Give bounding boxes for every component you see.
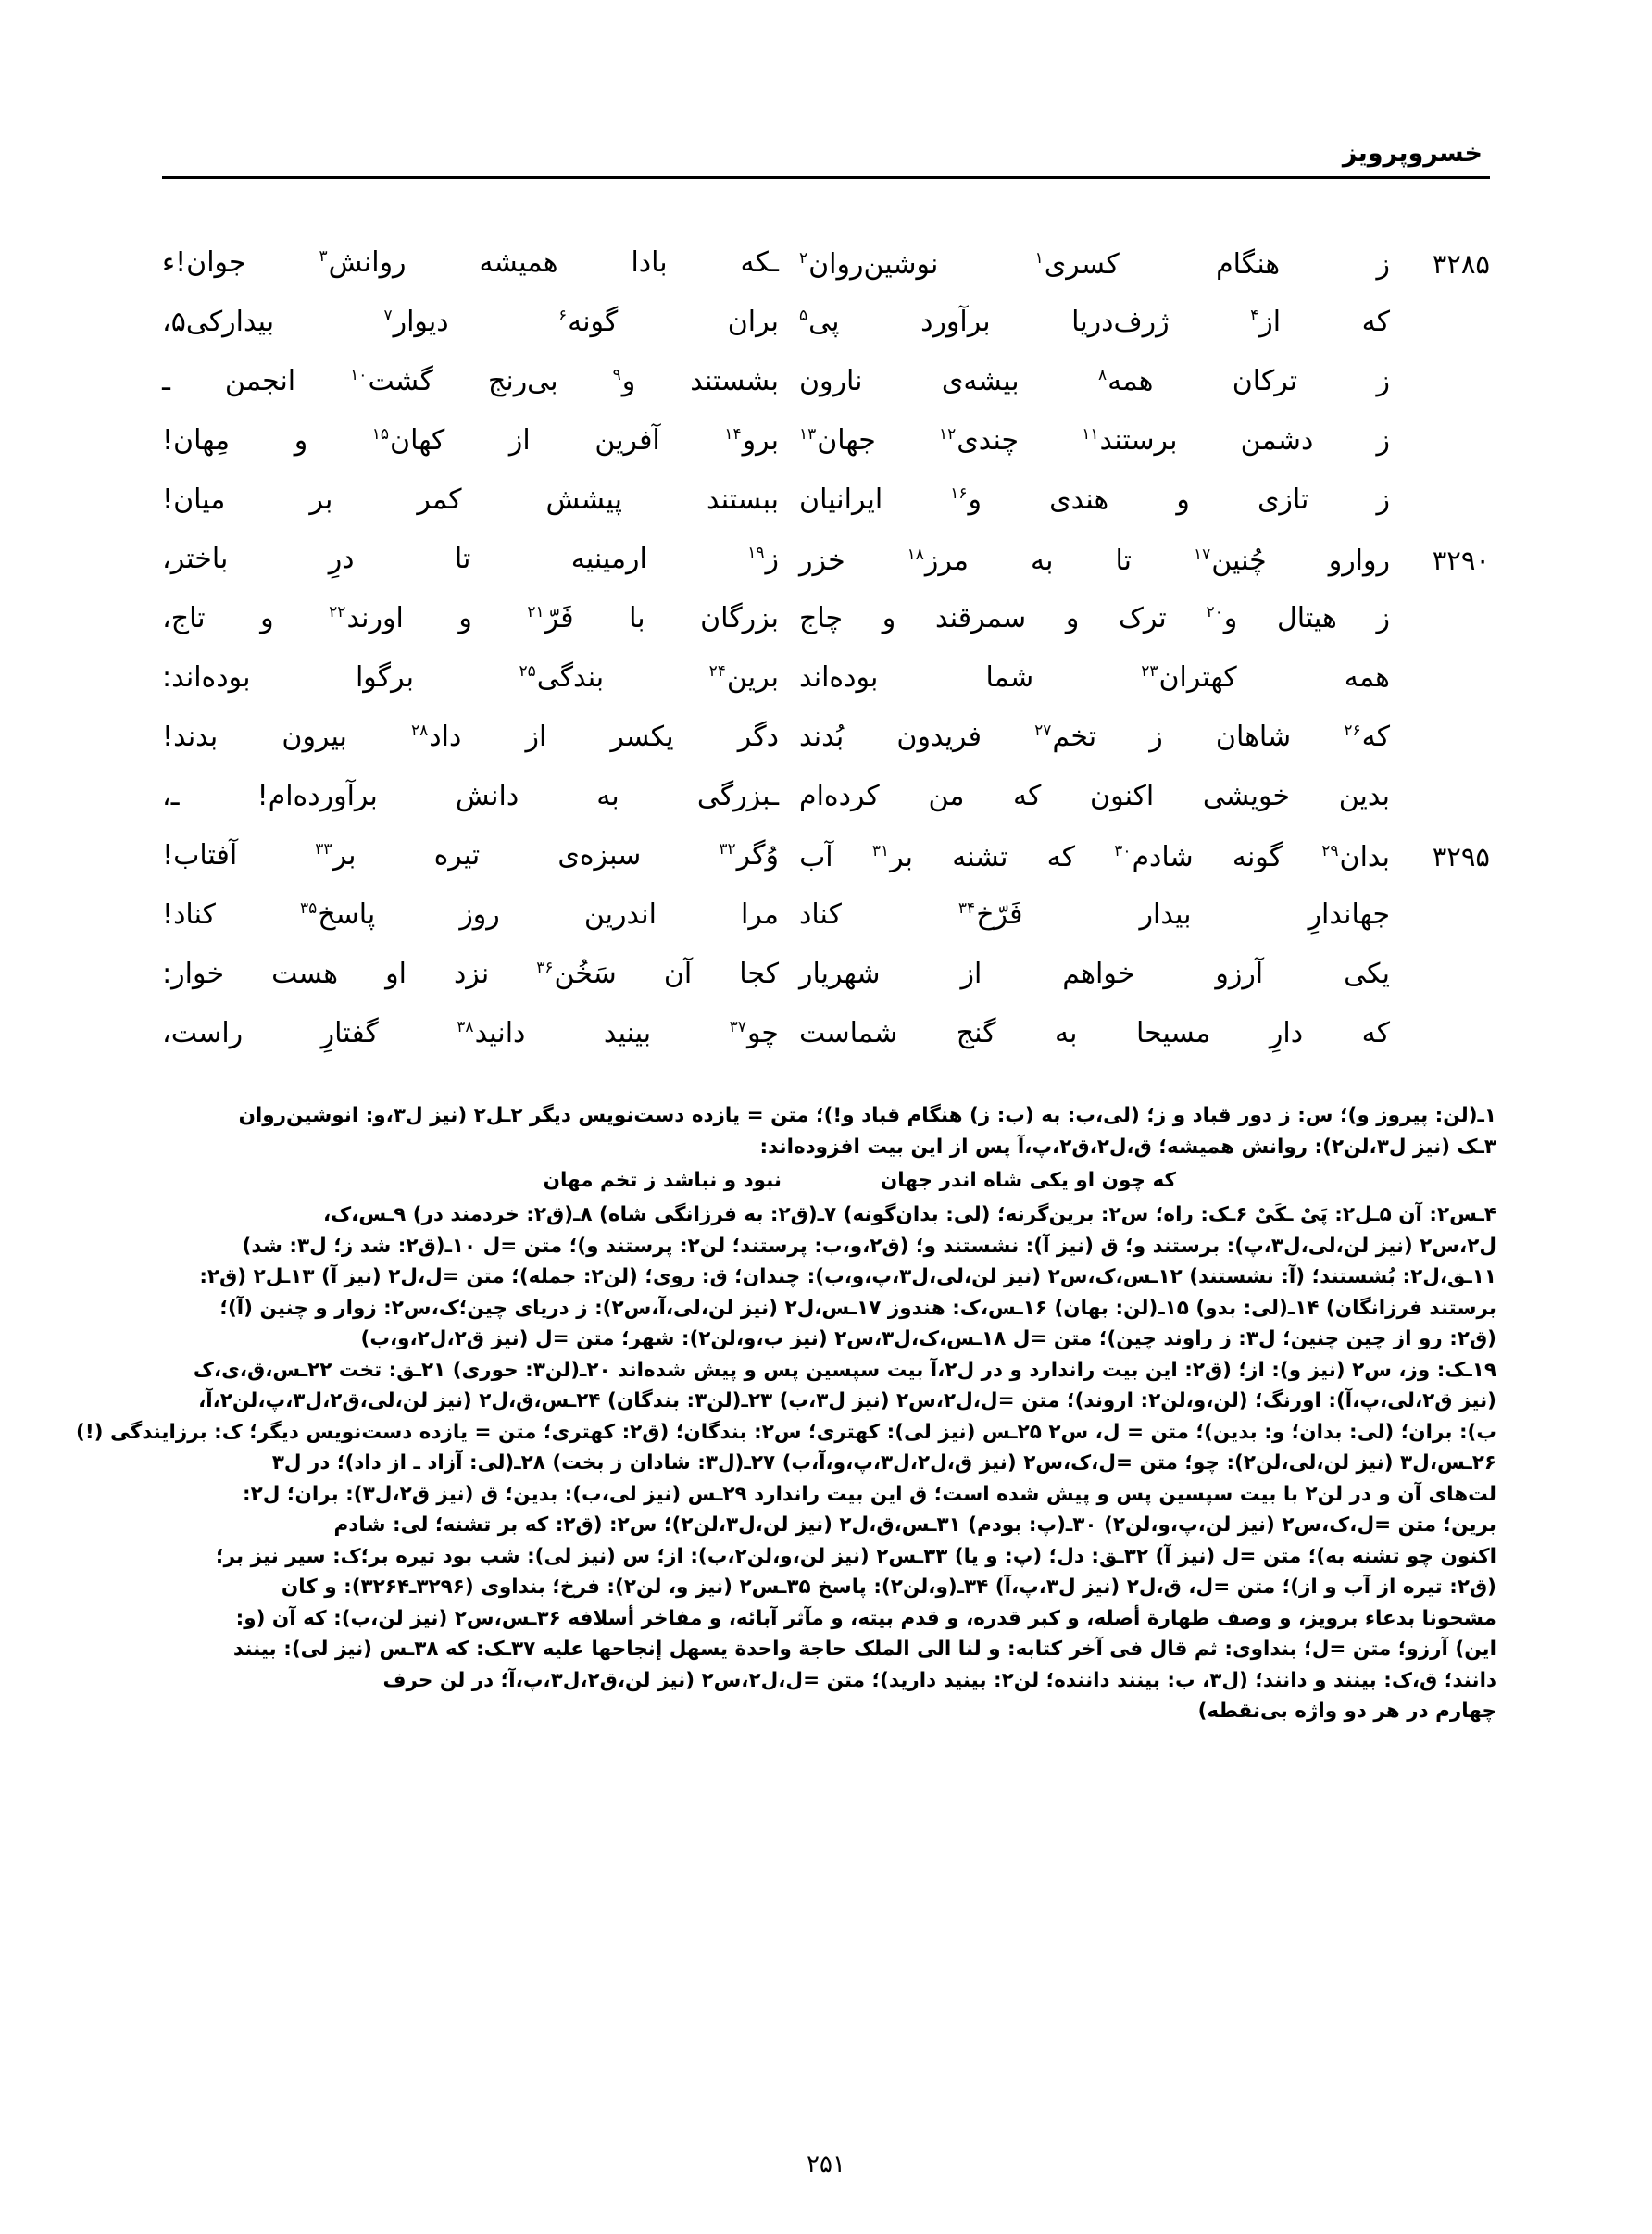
verse-word: همه$^۸$ xyxy=(1098,365,1154,397)
verse-word: مرا xyxy=(741,898,779,931)
hemistich-second-text xyxy=(162,426,786,456)
hemistich-first xyxy=(786,960,1490,1019)
apparatus-inset-verse xyxy=(156,1162,1496,1199)
verse-line xyxy=(162,960,1490,1019)
apparatus-line: ۱ـ(لن: پیروز و)؛ س: ز دور قباد و ز؛ (لی،ب: به (ب: ز) هنگام قباد و!)؛ متن = یازده دست‌نویس دیگر ۲ـل۲ (نیز ل۳،و: انوشین‌روان xyxy=(238,1104,1496,1127)
footnote-marker: ۲۲ xyxy=(329,603,346,621)
verse-word: خواهم xyxy=(1062,958,1135,990)
verse-word: به xyxy=(596,780,620,812)
verse-word: کرده‌ام xyxy=(799,780,880,812)
verse-word: تا xyxy=(454,543,471,575)
hemistich-second-text xyxy=(162,248,786,278)
verse-word: بزرگان xyxy=(700,602,779,634)
verse-line xyxy=(162,1019,1490,1078)
verse-word: برآورد xyxy=(920,306,991,338)
verse-word: جوان!ء xyxy=(162,246,246,279)
verse-word: یکی xyxy=(1344,958,1390,990)
verse-word: کهتران$^{۲۳}$ xyxy=(1141,661,1237,694)
footnote-marker: ۲۴ xyxy=(708,662,726,681)
hemistich-second-text xyxy=(162,960,786,989)
footnote-marker: ۸ xyxy=(1098,366,1108,384)
footnote-marker: ۶ xyxy=(557,307,568,325)
verse-word: به xyxy=(1031,545,1054,577)
verse-line xyxy=(162,307,1490,367)
footnote-marker: ۳۷ xyxy=(729,1018,746,1036)
inset-hemistich-first: که چون او یکی شاه اندر جهان xyxy=(880,1169,1176,1193)
verse-word: ژرف‌دریا xyxy=(1071,306,1170,338)
verse-word: که xyxy=(1361,306,1390,338)
hemistich-second xyxy=(162,604,786,663)
verse-word: بی‌رنج xyxy=(487,365,558,397)
verse-word: گونه$^۶$ xyxy=(557,306,619,338)
verse-word: مرز$^{۱۸}$ xyxy=(907,545,969,577)
footnote-marker: ۱۲ xyxy=(938,425,957,444)
hemistich-first xyxy=(786,900,1490,960)
verse-word: و xyxy=(882,602,896,634)
verse-word: بیشه‌ی xyxy=(941,365,1020,397)
verse-word: بران xyxy=(727,306,779,338)
verse-word: پیشش xyxy=(545,483,622,516)
verse-word: ز xyxy=(1376,602,1390,634)
verse-word: از$^۴$ xyxy=(1250,306,1282,338)
apparatus-line: ۳ـک (نیز ل۳،لن۲): روانش همیشه؛ ق،ل۲،ق۲،پ،آ پس از این بیت افزوده‌اند: xyxy=(759,1135,1496,1159)
verse-word: بادا xyxy=(631,246,668,279)
footnote-marker: ۱۸ xyxy=(907,546,924,564)
footnote-marker: ۲ xyxy=(799,249,808,268)
footnote-marker: ۲۱ xyxy=(527,603,544,621)
verse-word: ارمینیه xyxy=(570,543,647,575)
verse-word: هیتال xyxy=(1276,602,1337,634)
footnote-marker: ۱۴ xyxy=(724,425,742,444)
verse-word: ز xyxy=(1376,483,1390,516)
apparatus-line: مشحونا بدعاء برویز، و وصف طهارة أصله، و کبر قدره، و قدم بیته، و مآثر آبائه، و مفاخر أسلافه ۳۶ـس،س۲ (نیز لن،ب): که آن (و: xyxy=(235,1606,1496,1630)
verse-word: برستند$^{۱۱}$ xyxy=(1082,424,1178,457)
verse-word: و xyxy=(260,602,274,634)
verse-line xyxy=(162,545,1490,604)
verse-word: تشنه xyxy=(952,841,1008,873)
hemistich-second xyxy=(162,485,786,545)
verse-word: همیشه xyxy=(479,246,558,279)
verse-word: و$^{۱۶}$ xyxy=(950,483,982,516)
verse-line xyxy=(162,722,1490,782)
verse-word: کمر xyxy=(417,483,462,516)
inset-hemistich-second: نبود و نباشد ز تخم مهان xyxy=(543,1169,782,1193)
hemistich-second xyxy=(162,1019,786,1078)
apparatus-line: لت‌های آن و در لن۲ با بیت سپسین پس و پیش شده است؛ ق این بیت راندارد ۲۹ـس (نیز لی،ب): بدین؛ ق (نیز ق۲،ل۳): بران؛ ل۲: xyxy=(243,1482,1496,1506)
verse-word: کجا xyxy=(739,958,779,990)
hemistich-second-text xyxy=(162,604,786,634)
verse-word: درِ xyxy=(328,543,355,575)
verse-word: بدین xyxy=(1338,780,1390,812)
verse-number: ۳۲۹۰ xyxy=(1432,545,1490,576)
hemistich-second xyxy=(162,367,786,426)
hemistich-first xyxy=(786,663,1490,722)
hemistich-first-text xyxy=(786,1019,1390,1048)
footnote-marker: ۱۱ xyxy=(1082,425,1099,444)
verse-word: ز xyxy=(1376,424,1390,457)
hemistich-first-text xyxy=(786,250,1390,280)
running-head-title: خسروپرویز xyxy=(1342,139,1483,168)
verse-word: ز xyxy=(1149,721,1163,753)
verse-word: دارِ xyxy=(1269,1017,1304,1049)
hemistich-second xyxy=(162,248,786,307)
footnote-marker: ۲۵ xyxy=(519,662,536,681)
verse-word: ببستند xyxy=(706,483,779,516)
apparatus-line: ب): بران؛ (لی: بدان؛ و: بدین)؛ متن = ل، س۲ ۲۵ـس (نیز لی): کهتری؛ س۲: بندگان؛ (ق۲: کهتری؛ متن = یازده دست‌نویس دیگر؛ ک: برزایندگی (!) xyxy=(76,1420,1496,1444)
apparatus-line: اکنون چو تشنه به)؛ متن =ل (نیز آ) ۳۲ـق: دل؛ (پ: و یا) ۳۳ـس۲ (نیز لن،و،لن۲،ب): از؛ س (نیز لی): شب بود تیره بر؛ک: سیر نیز بر؛ xyxy=(216,1544,1496,1568)
verse-word: کناد! xyxy=(162,898,216,931)
footnote-marker: ۱ xyxy=(1034,249,1044,268)
verse-line xyxy=(162,663,1490,722)
footnote-marker: ۱۳ xyxy=(798,425,817,444)
hemistich-first xyxy=(786,604,1490,663)
footnote-marker: ۱۰ xyxy=(350,366,368,384)
verse-word: وُگر$^{۳۲}$ xyxy=(719,839,779,872)
verse-word: هست xyxy=(271,958,339,990)
verse-word: بیرون xyxy=(282,721,347,753)
hemistich-second-text xyxy=(162,1019,786,1048)
verse-word: شادم$^{۳۰}$ xyxy=(1114,841,1194,873)
apparatus-line: ۱۱ـق،ل۲: بُشستند؛ (آ: نشستند) ۱۲ـس،ک،س۲ (نیز لن،لی،ل۳،پ،و،ب): چندان؛ ق: روی؛ (لن۲: جمله)؛ متن =ل،ل۲ (نیز آ) ۱۳ـل۲ (ق۲: xyxy=(199,1265,1496,1288)
verse-word: تاج، xyxy=(162,602,206,634)
verse-word: بینید xyxy=(603,1017,652,1049)
verse-word: گنج xyxy=(956,1017,996,1049)
hemistich-second xyxy=(162,307,786,367)
verse-word: اکنون xyxy=(1090,780,1155,812)
verse-word: از xyxy=(525,721,547,753)
hemistich-first xyxy=(786,841,1490,900)
verse-word: فَرّخ$^{۳۴}$ xyxy=(957,898,1023,931)
verse-number: ۳۲۹۵ xyxy=(1432,841,1490,872)
apparatus-line: (ق۲: تیره از آب و از)؛ متن =ل، ق،ل۲ (نیز ل۳،پ،آ) ۳۴ـ(و،لن۲): پاسخ ۳۵ـس۲ (نیز و، لن۲): فرخ؛ بنداوی (۳۲۹۶ـ۳۲۶۴): و کان xyxy=(281,1575,1496,1599)
verse-word: بدند! xyxy=(162,721,219,753)
hemistich-first-text xyxy=(786,843,1390,872)
verse-word: تیره xyxy=(433,839,481,872)
footnote-marker: ۱۶ xyxy=(950,484,968,503)
verse-word: جهان$^{۱۳}$ xyxy=(798,424,876,457)
hemistich-first-text xyxy=(786,960,1390,989)
verse-word: برآورده‌ام! xyxy=(257,780,378,812)
verse-line xyxy=(162,604,1490,663)
verse-word: تازی xyxy=(1257,483,1309,516)
hemistich-first-text xyxy=(786,546,1390,576)
verse-word: دانش xyxy=(455,780,519,812)
verse-word: خویشی xyxy=(1202,780,1291,812)
apparatus-line: ۲۶ـس،ل۳ (نیز لن،لی،لن۲): چو؛ متن =ل،ک،س۲ (نیز ق،ل۲،ل۳،پ،و،آ،ب) ۲۷ـ(ل۳: شادان ز بخت) ۲۸ـ(لی: آزاد ـ از داد)؛ در ل۳ xyxy=(271,1451,1496,1475)
hemistich-first-text xyxy=(786,900,1390,930)
footnote-marker: ۹ xyxy=(612,366,621,384)
footnote-marker: ۳۱ xyxy=(871,842,890,860)
verse-word: بر$^{۳۳}$ xyxy=(315,839,357,872)
verse-word: داد$^{۲۸}$ xyxy=(411,721,462,753)
verse-word: آن xyxy=(663,958,693,990)
verse-word: گفتارِ xyxy=(320,1017,379,1049)
verse-word: خوار: xyxy=(162,958,225,990)
footnote-marker: ۳۵ xyxy=(299,899,318,918)
footnote-marker: ۲۹ xyxy=(1321,842,1339,860)
verse-line xyxy=(162,841,1490,900)
apparatus-line: دانند؛ ق،ک: بینند و دانند؛ (ل۳، ب: بینند داننده؛ لن۲: بینید دارید)؛ متن =ل،ل۲،س۲ (نیز لن،ق۲،ل۳،پ،آ؛ در لن حرف xyxy=(382,1668,1496,1692)
verse-word: شهریار xyxy=(799,958,881,990)
verse-word: آرزو xyxy=(1215,958,1264,990)
footnote-marker: ۳۳ xyxy=(315,840,332,859)
hemistich-first xyxy=(786,485,1490,545)
hemistich-first xyxy=(786,426,1490,485)
footnote-marker: ۳۰ xyxy=(1114,842,1132,860)
verse-word: ز xyxy=(1376,248,1390,281)
hemistich-second-text xyxy=(162,663,786,693)
verse-word: او xyxy=(385,958,407,990)
verse-word: تخم$^{۲۷}$ xyxy=(1034,721,1097,753)
verse-word: روانش$^۳$ xyxy=(319,246,407,279)
folio-number: ۲۵۱ xyxy=(807,2151,845,2178)
verse-word: با xyxy=(629,602,645,634)
apparatus-line: برین؛ متن =ل،ک،س۲ (نیز لن،پ،و،لن۲) ۳۰ـ(پ: بودم) ۳۱ـس،ق،ل۲ (نیز لن،ل۳،لن۲)؛ س۲: (ق۲: که بر تشنه؛ لی: شادم xyxy=(333,1513,1496,1537)
verse-word: شماست xyxy=(799,1017,898,1049)
verse-word: بر xyxy=(309,483,333,516)
hemistich-first xyxy=(786,307,1490,367)
footnote-marker: ۲۸ xyxy=(411,722,429,740)
verse-word: آب xyxy=(799,841,833,873)
verse-word: بدان$^{۲۹}$ xyxy=(1321,841,1390,873)
verse-word: مسیحا xyxy=(1135,1017,1211,1049)
verse-word: که xyxy=(1046,841,1075,873)
footnote-marker: ۷ xyxy=(383,307,393,325)
verse-word: گشت$^{۱۰}$ xyxy=(350,365,433,397)
verse-line xyxy=(162,485,1490,545)
hemistich-first xyxy=(786,248,1490,307)
verse-word: و$^{۲۰}$ xyxy=(1206,602,1238,634)
hemistich-second xyxy=(162,782,786,841)
verse-word: سبزه‌ی xyxy=(557,839,642,872)
footnote-marker: ۵ xyxy=(799,307,808,325)
running-head-rule xyxy=(162,176,1490,179)
verse-word: بندگی$^{۲۵}$ xyxy=(519,661,605,694)
critical-apparatus xyxy=(76,1100,1496,1726)
verse-word: مِهان! xyxy=(162,424,231,457)
verse-word: و$^۹$ xyxy=(612,365,636,397)
verse-word: بر$^{۳۱}$ xyxy=(871,841,913,873)
verse-word: پاسخ$^{۳۵}$ xyxy=(299,898,376,931)
hemistich-first-text xyxy=(786,485,1390,515)
apparatus-line: ۱۹ـک: وز، س۲ (نیز و): از؛ (ق۲: این بیت راندارد و در ل۲،آ بیت سپسین پس و پیش شده‌اند ۲۰ـ(لن۳: حوری) ۲۱ـق: تخت ۲۲ـس،ق،ی،ک xyxy=(193,1358,1496,1382)
verse-word: نوشین‌روان$^۲$ xyxy=(799,248,939,281)
hemistich-first xyxy=(786,367,1490,426)
verse-line xyxy=(162,367,1490,426)
verse-word: آفتاب! xyxy=(162,839,238,872)
footnote-marker: ۱۹ xyxy=(747,544,765,562)
verse-word: یکسر xyxy=(610,721,674,753)
hemistich-first xyxy=(786,782,1490,841)
footnote-marker: ۲۷ xyxy=(1034,722,1052,740)
verse-word: باختر، xyxy=(162,543,229,575)
verse-word: شاهان xyxy=(1215,721,1292,753)
footnote-marker: ۳۲ xyxy=(719,840,736,859)
verse-word: ـبزرگی xyxy=(696,780,779,812)
verse-word: که xyxy=(1013,780,1042,812)
footnote-marker: ۳۸ xyxy=(457,1018,474,1036)
verse-line xyxy=(162,248,1490,307)
verse-word: ز$^{۱۹}$ xyxy=(747,543,779,575)
verse-word: روز xyxy=(459,898,500,931)
verse-word: ـکه xyxy=(740,246,779,279)
verse-word: انجمن xyxy=(224,365,296,397)
verse-word: بشستند xyxy=(690,365,779,397)
verse-word: تا xyxy=(1115,545,1132,577)
footnote-marker: ۲۳ xyxy=(1141,662,1158,681)
verse-word: گونه xyxy=(1232,841,1283,873)
verse-word: اورند$^{۲۲}$ xyxy=(329,602,404,634)
verse-word: هنگام xyxy=(1216,248,1281,281)
hemistich-second xyxy=(162,663,786,722)
verse-number: ۳۲۸۵ xyxy=(1432,248,1490,280)
verse-word: راست، xyxy=(162,1017,244,1049)
verse-word: برگوا xyxy=(355,661,414,694)
apparatus-line: برستند فرزانگان) ۱۴ـ(لی: بدو) ۱۵ـ(لن: بهان) ۱۶ـس،ک: هندوز ۱۷ـس،ل۲ (نیز لن،لی،آ،س۲): ز دریای چین؛ک،س۲: زوار و چنین (آ)؛ xyxy=(219,1296,1496,1320)
verse-word: بوده‌اند: xyxy=(162,661,251,694)
footnote-marker: ۳ xyxy=(319,247,328,266)
verse-word: و xyxy=(458,602,472,634)
hemistich-first-text xyxy=(786,663,1390,693)
hemistich-second xyxy=(162,841,786,900)
verse-word: ـ، xyxy=(162,780,180,812)
verse-block xyxy=(162,248,1490,1078)
hemistich-first-text xyxy=(786,722,1390,752)
verse-word: فَرّ$^{۲۱}$ xyxy=(527,602,574,634)
verse-word: ز xyxy=(1376,365,1390,397)
verse-word: ـ xyxy=(162,365,170,397)
verse-word: اندرین xyxy=(583,898,657,931)
verse-word: بُدند xyxy=(799,721,845,753)
verse-word: دشمن xyxy=(1240,424,1314,457)
footnote-marker: ۱۷ xyxy=(1193,546,1211,564)
footnote-marker: ۲۰ xyxy=(1206,603,1223,621)
verse-word: دانید$^{۳۸}$ xyxy=(457,1017,526,1049)
verse-word: من xyxy=(928,780,965,812)
hemistich-second-text xyxy=(162,841,786,871)
verse-word: چُنین$^{۱۷}$ xyxy=(1193,545,1267,577)
verse-word: پی$^۵$ xyxy=(799,306,840,338)
verse-word: چندی$^{۱۲}$ xyxy=(938,424,1020,457)
verse-word: کسری$^۱$ xyxy=(1034,248,1120,281)
hemistich-second-text xyxy=(162,900,786,930)
verse-word: شما xyxy=(985,661,1034,694)
hemistich-first-text xyxy=(786,426,1390,456)
verse-word: و xyxy=(1176,483,1190,516)
verse-word: آفرین xyxy=(594,424,660,457)
verse-word: خزر xyxy=(799,545,845,577)
hemistich-second xyxy=(162,722,786,782)
hemistich-first-text xyxy=(786,782,1390,811)
verse-word: روارو xyxy=(1328,545,1390,577)
verse-word: سمرقند xyxy=(934,602,1027,634)
verse-word: بیدار xyxy=(1139,898,1192,931)
footnote-marker: ۴ xyxy=(1250,307,1259,325)
verse-word: همه xyxy=(1344,661,1390,694)
verse-word: نارون xyxy=(799,365,863,397)
verse-word: ترکان xyxy=(1232,365,1298,397)
verse-word: کناد xyxy=(799,898,842,931)
footnote-marker: ۳۶ xyxy=(536,959,554,977)
apparatus-line: (نیز ق۲،لی،پ،آ): اورنگ؛ (لن،و،لن۲: اروند)؛ متن =ل،ل۲،س۲ (نیز ل۳،ب) ۲۳ـ(لن۳: بندگان) ۲۴ـس،ق،ل۲ (نیز لن،لی،ق۲،ل۳،پ،لن۲،آ، xyxy=(198,1389,1496,1412)
hemistich-second-text xyxy=(162,367,786,396)
hemistich-second xyxy=(162,426,786,485)
verse-word: سَخُن$^{۳۶}$ xyxy=(536,958,617,990)
verse-word: چاج xyxy=(799,602,844,634)
hemistich-second-text xyxy=(162,722,786,752)
verse-line xyxy=(162,782,1490,841)
verse-word: برو$^{۱۴}$ xyxy=(724,424,779,457)
hemistich-second-text xyxy=(162,485,786,515)
verse-word: و xyxy=(1065,602,1080,634)
footnote-marker: ۲۶ xyxy=(1344,722,1361,740)
verse-word: چو$^{۳۷}$ xyxy=(729,1017,779,1049)
hemistich-second-text xyxy=(162,545,786,574)
hemistich-first xyxy=(786,1019,1490,1078)
hemistich-second xyxy=(162,545,786,604)
apparatus-line: این) آرزو؛ متن =ل؛ بنداوی: ثم قال فی آخر کتابه: و لنا الی الملک حاجة واحدة یسهل إنجاحها علیه ۳۷ـک: که ۳۸ـس (نیز لی): بینند xyxy=(232,1638,1496,1661)
verse-word: دگر xyxy=(737,721,779,753)
verse-word: بیدارکی۵، xyxy=(162,306,275,338)
verse-word: ترک xyxy=(1119,602,1167,634)
verse-word: میان! xyxy=(162,483,226,516)
apparatus-tail-line: چهارم در هر دو واژه بی‌نقطه) xyxy=(1197,1700,1496,1723)
verse-word: ایرانیان xyxy=(799,483,883,516)
verse-word: که$^{۲۶}$ xyxy=(1344,721,1390,753)
verse-word: که xyxy=(1361,1017,1390,1049)
running-head xyxy=(162,139,1490,213)
verse-word: جهاندارِ xyxy=(1308,898,1390,931)
hemistich-first-text xyxy=(786,307,1390,337)
verse-word: کهان$^{۱۵}$ xyxy=(371,424,445,457)
verse-word: و xyxy=(294,424,308,457)
verse-word: برین$^{۲۴}$ xyxy=(708,661,779,694)
verse-word: فریدون xyxy=(896,721,982,753)
verse-line xyxy=(162,426,1490,485)
hemistich-second-text xyxy=(162,307,786,337)
hemistich-first xyxy=(786,545,1490,604)
hemistich-first-text xyxy=(786,604,1390,634)
apparatus-line: (ق۲: رو از چین چنین؛ ل۳: ز راوند چین)؛ متن =ل ۱۸ـس،ک،ل۳،س۲ (نیز ب،و،لن۲): شهر؛ متن =ل (نیز ق۲،ل۲،و،ب) xyxy=(360,1327,1496,1350)
hemistich-first xyxy=(786,722,1490,782)
apparatus-line: ۴ـس۲: آن ۵ـل۲: پَیْ ـکَیْ ۶ـک: راه؛ س۲: برین‌گرنه؛ (لی: بدان‌گونه) ۷ـ(ق۲: به فرزانگی شاه) ۸ـ(ق۲: خردمند در) ۹ـس،ک، xyxy=(322,1203,1496,1226)
hemistich-first-text xyxy=(786,367,1390,396)
verse-word: هندی xyxy=(1049,483,1109,516)
verse-word: از xyxy=(508,424,531,457)
footnote-marker: ۱۵ xyxy=(371,425,390,444)
apparatus-line: ل۲،س۲ (نیز لن،لی،ل۳،پ): برستند و؛ ق (نیز آ): نشستند و؛ (ق۲،و،ب: پرستند؛ لن۲: پرستند و)؛ متن =ل ۱۰ـ(ق۲: شد ز؛ ل۳: شد) xyxy=(242,1234,1496,1258)
verse-word: بوده‌اند xyxy=(798,661,879,694)
hemistich-second xyxy=(162,900,786,960)
footnote-marker: ۳۴ xyxy=(957,899,976,918)
hemistich-second-text xyxy=(162,782,786,811)
verse-word: از xyxy=(960,958,982,990)
hemistich-second xyxy=(162,960,786,1019)
verse-word: دیوار$^۷$ xyxy=(383,306,449,338)
verse-word: نزد xyxy=(453,958,490,990)
verse-line xyxy=(162,900,1490,960)
verse-word: به xyxy=(1055,1017,1078,1049)
